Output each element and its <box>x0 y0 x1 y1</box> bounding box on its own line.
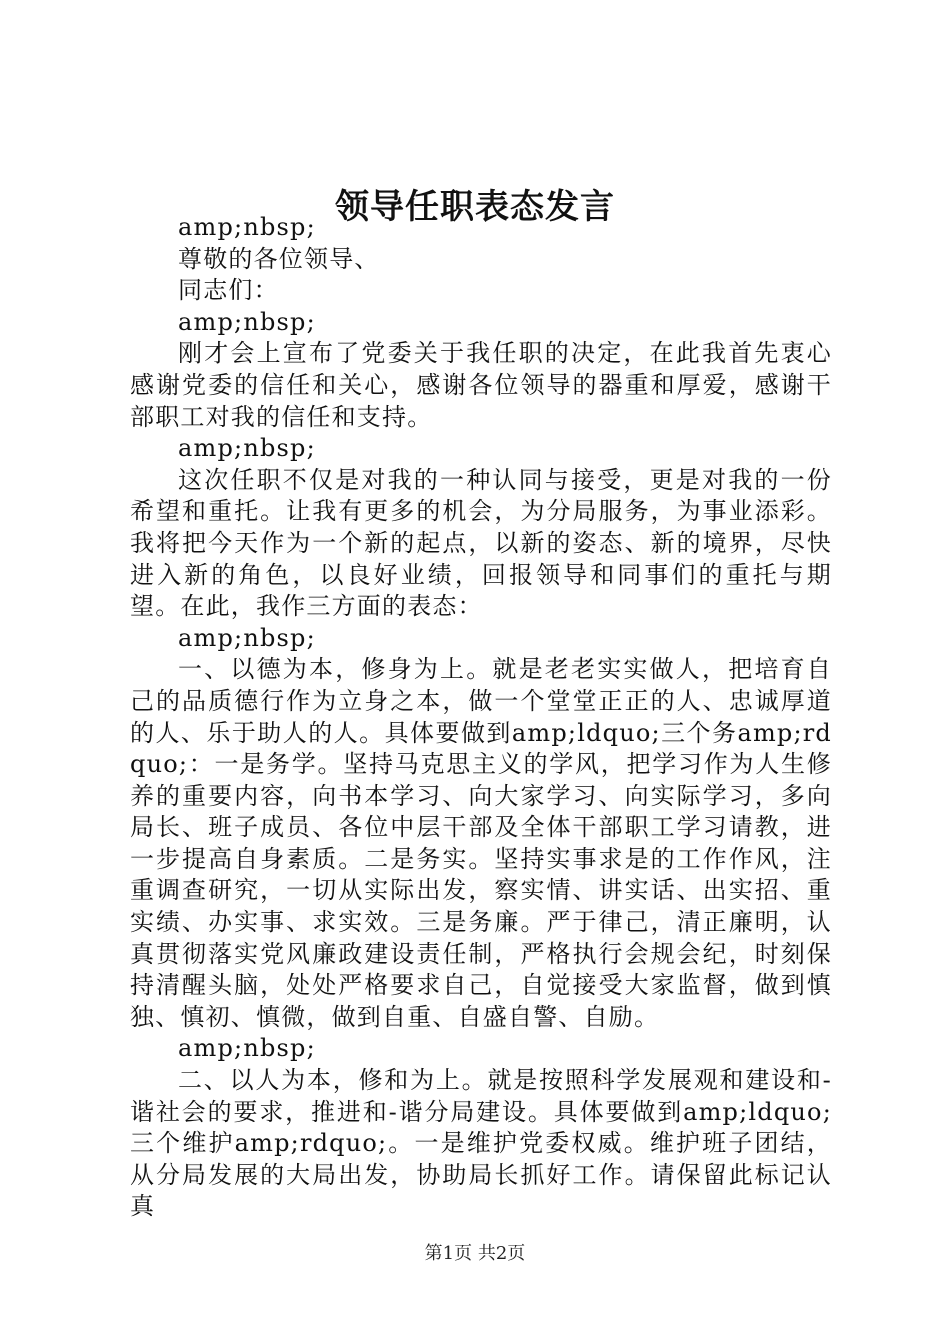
paragraph-nbsp-4: amp;nbsp; <box>178 623 316 652</box>
paragraph-virtue: 一、以德为本，修身为上。就是老老实实做人，把培育自己的品质德行作为立身之本，做一个堂堂正正的人、忠诚厚道的人、乐于助人的人。具体要做到amp;ldquo;三个务amp;rdquo;：一是务学。坚持马克思主义的学风，把学习作为人生修养的重要内容，向书本学习、向大家学习、向实际学习，多向局长、班子成员、各位中层干部及全体干部职工学习请教，进一步提高自身素质。二是务实。坚持实事求是的工作作风，注重调查研究，一切从实际出发，察实情、讲实话、出实招、重实绩、办实事、求实效。三是务廉。严于律己，清正廉明，认真贯彻落实党风廉政建设责任制，严格执行会规会纪，时刻保持清醒头脑，处处严格要求自己，自觉接受大家监督，做到慎独、慎初、慎微，做到自重、自盛自警、自励。 <box>130 655 832 1031</box>
salutation-comrades: 同志们： <box>178 276 279 305</box>
page-footer: 第1页 共2页 <box>424 1243 526 1264</box>
paragraph-new-start: 这次任职不仅是对我的一种认同与接受，更是对我的一份希望和重托。让我有更多的机会，为分局服务，为事业添彩。我将把今天作为一个新的起点，以新的姿态、新的境界，尽快进入新的角色，以良好业绩，回报领导和同事们的重托与期望。在此，我作三方面的表态： <box>130 465 832 621</box>
paragraph-thanks: 刚才会上宣布了党委关于我任职的决定，在此我首先衷心感谢党委的信任和关心，感谢各位领导的器重和厚爱，感谢干部职工对我的信任和支持。 <box>130 339 832 431</box>
paragraph-nbsp-2: amp;nbsp; <box>178 307 316 336</box>
document-body <box>130 212 832 1223</box>
paragraph-people: 二、以人为本，修和为上。就是按照科学发展观和建设和-谐社会的要求，推进和-谐分局建设。具体要做到amp;ldquo;三个维护amp;rdquo;。一是维护党委权威。维护班子团结，从分局发展的大局出发，协助局长抓好工作。请保留此标记认真 <box>130 1066 832 1221</box>
page-title: 领导任职表态发言 <box>335 187 615 227</box>
paragraph-nbsp-5: amp;nbsp; <box>178 1034 316 1063</box>
salutation-leaders: 尊敬的各位领导、 <box>178 244 380 273</box>
paragraph-nbsp-3: amp;nbsp; <box>178 434 316 463</box>
paragraph-nbsp-1: amp;nbsp; <box>178 213 316 241</box>
